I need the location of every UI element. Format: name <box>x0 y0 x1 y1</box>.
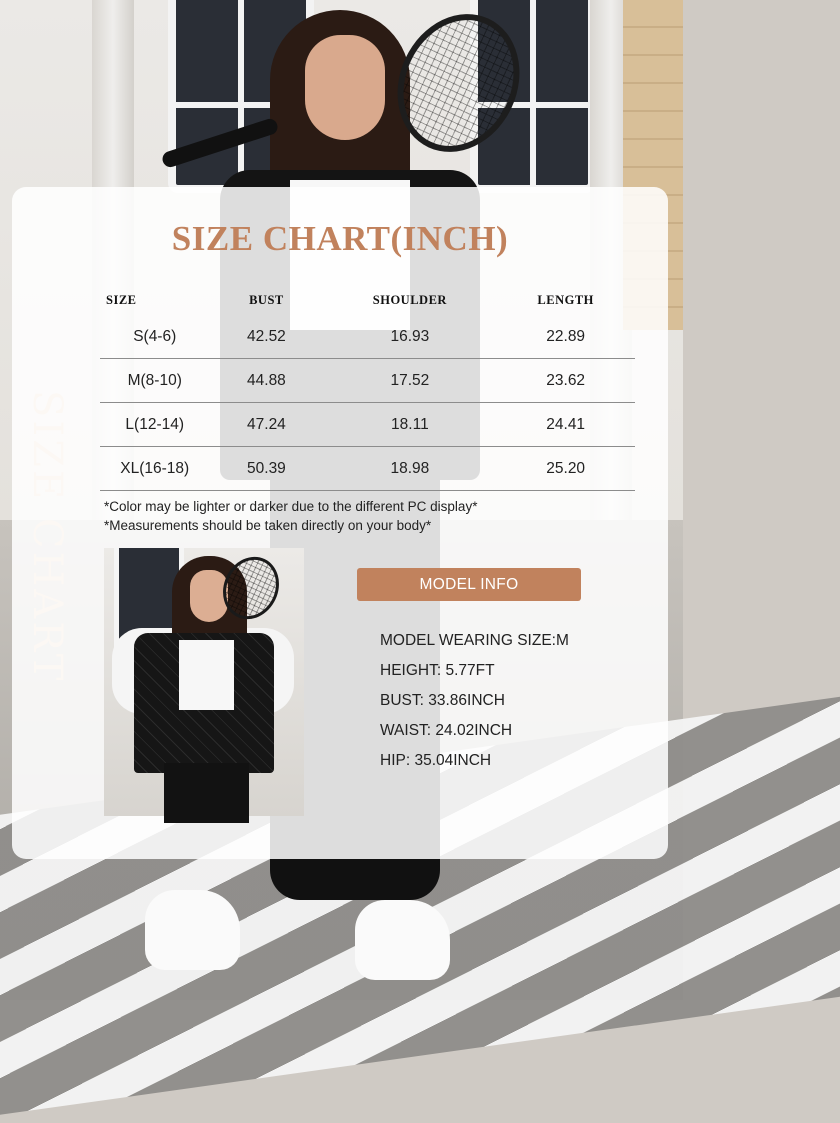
length-cell: 24.41 <box>496 403 635 447</box>
size-cell: L(12-14) <box>100 403 209 447</box>
table-header-row <box>100 285 635 315</box>
shoulder-cell: 17.52 <box>323 359 496 403</box>
size-cell: M(8-10) <box>100 359 209 403</box>
bust-cell: 47.24 <box>209 403 323 447</box>
size-cell: S(4-6) <box>100 315 209 359</box>
length-cell: 23.62 <box>496 359 635 403</box>
notes <box>104 497 477 535</box>
shoulder-cell: 18.98 <box>323 447 496 491</box>
model-height-item: HEIGHT: 5.77FT <box>380 662 495 679</box>
shoulder-cell: 16.93 <box>323 315 496 359</box>
size-cell: XL(16-18) <box>100 447 209 491</box>
column-header-bust: BUST <box>249 292 284 307</box>
column-header-length: LENGTH <box>537 292 594 307</box>
table-row <box>100 315 635 359</box>
column-header-size: SIZE <box>106 292 137 307</box>
model-photo <box>104 548 304 816</box>
size-table <box>100 285 635 491</box>
table-row <box>100 359 635 403</box>
table-row <box>100 403 635 447</box>
model-waist-item: WAIST: 24.02INCH <box>380 722 513 739</box>
model-hip-item: HIP: 35.04INCH <box>380 752 492 769</box>
model-info-badge: MODEL INFO <box>357 568 581 601</box>
note-color: *Color may be lighter or darker due to the different PC display* <box>104 499 478 514</box>
model-size-item: MODEL WEARING SIZE:M <box>380 632 569 649</box>
length-cell: 22.89 <box>496 315 635 359</box>
bust-cell: 50.39 <box>209 447 323 491</box>
model-info-list <box>380 630 569 780</box>
length-cell: 25.20 <box>496 447 635 491</box>
shoulder-cell: 18.11 <box>323 403 496 447</box>
bust-cell: 44.88 <box>209 359 323 403</box>
chart-title: SIZE CHART(INCH) <box>171 219 509 258</box>
model-bust-item: BUST: 33.86INCH <box>380 692 505 709</box>
note-measurements: *Measurements should be taken directly on your body* <box>104 518 432 533</box>
bust-cell: 42.52 <box>209 315 323 359</box>
size-chart-panel <box>12 187 668 859</box>
table-row <box>100 447 635 491</box>
column-header-shoulder: SHOULDER <box>372 292 447 307</box>
